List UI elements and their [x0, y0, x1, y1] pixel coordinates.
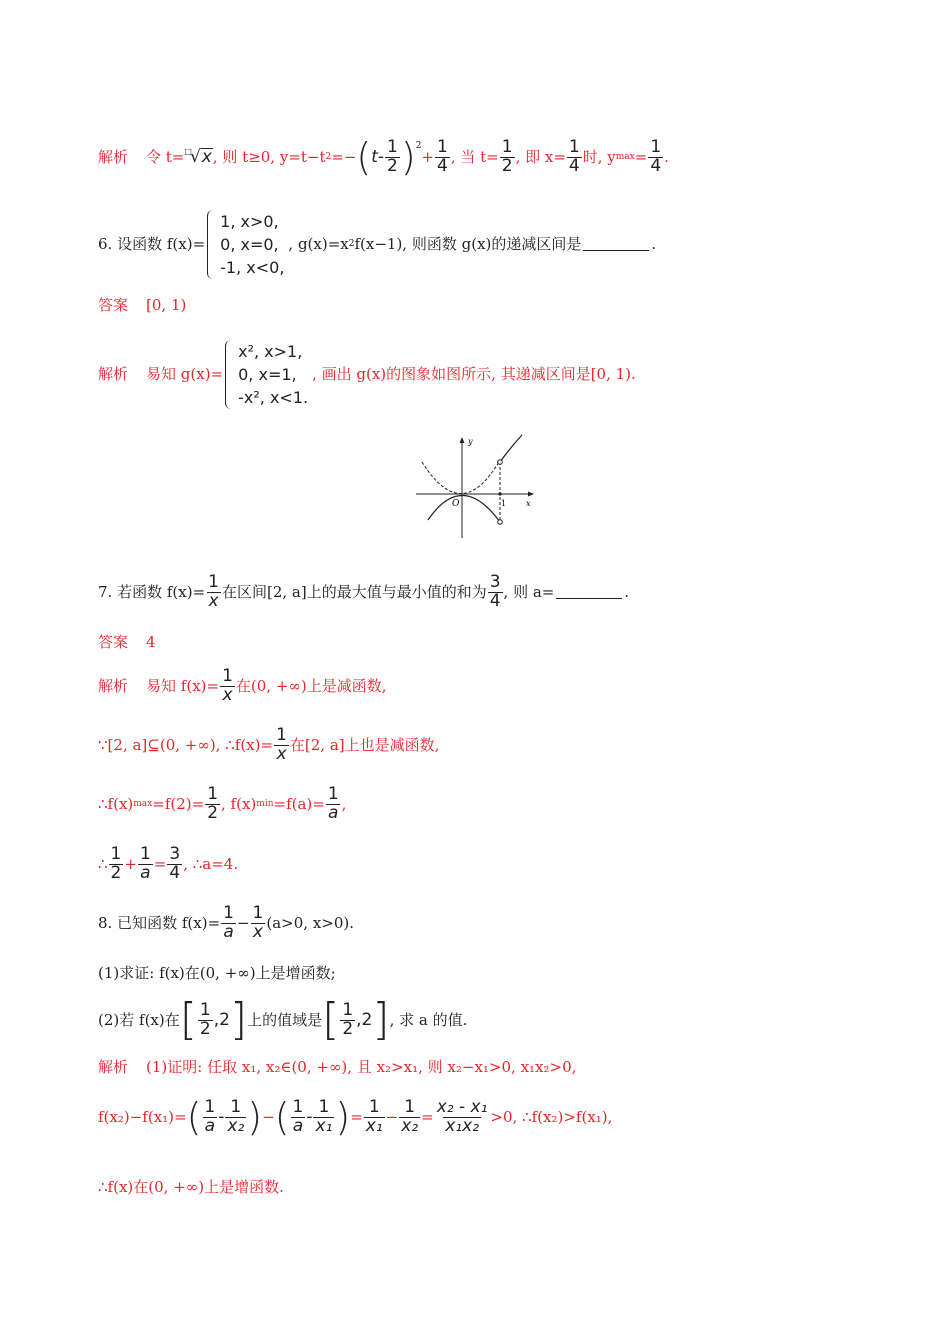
answer-blank [583, 238, 649, 251]
denominator: 4 [568, 155, 580, 176]
minus: − [262, 1107, 275, 1126]
text: =f(2)= [152, 794, 205, 813]
numerator: 1 [222, 666, 233, 686]
fraction [138, 846, 153, 883]
numerator: 1 [404, 1096, 416, 1117]
fraction [225, 1096, 246, 1136]
denominator: x₁x₂ [445, 1115, 479, 1136]
y-arrow-icon [460, 437, 465, 443]
open-point-icon [498, 520, 503, 525]
text: >0, ∴f(x₂)>f(x₁), [490, 1107, 613, 1126]
numerator: 1 [276, 725, 287, 745]
answer-6 [98, 298, 186, 313]
question-text: 7. 若函数 f(x)= [98, 582, 206, 601]
case-row: x², x>1, [238, 342, 303, 361]
fraction [340, 999, 355, 1039]
fraction [567, 136, 582, 176]
fraction [435, 136, 450, 176]
text: ∴ [98, 854, 108, 873]
right-paren: ) [400, 135, 416, 179]
fraction [206, 574, 221, 611]
minus: - [377, 146, 385, 167]
denominator: 4 [489, 590, 501, 611]
minus: − [236, 913, 250, 932]
right-paren: ) [335, 1095, 351, 1139]
open-point-icon [498, 460, 503, 465]
plus: + [124, 854, 137, 873]
minus: − [385, 1107, 399, 1126]
numerator: 1 [139, 844, 151, 864]
numerator: 1 [650, 136, 662, 157]
case-row: 1, x>0, [220, 212, 279, 231]
text: ∴f(x)在(0, +∞)上是增函数. [98, 1178, 284, 1196]
denominator: 2 [110, 862, 122, 883]
solution-7-line-1 [98, 668, 387, 705]
function-graph [412, 432, 538, 542]
piecewise [225, 340, 308, 409]
text: , 则 t≥0, y=t−t [212, 147, 326, 166]
text: =− [331, 147, 357, 166]
denominator: a [292, 1115, 304, 1136]
text: 在(0, +∞)上是减函数, [235, 676, 387, 695]
plus: + [421, 147, 434, 166]
fraction [198, 999, 213, 1039]
denominator: 4 [437, 155, 448, 176]
denominator: a [140, 862, 151, 883]
superscript: 2 [415, 141, 422, 151]
fraction [326, 786, 341, 823]
question-text: 上的值域是 [247, 1010, 323, 1029]
text: , ∴a=4. [183, 854, 239, 873]
root-index: □ [184, 147, 192, 156]
brace [225, 340, 234, 409]
x-arrow-icon [528, 492, 534, 497]
radicand: x [201, 147, 212, 167]
solution-8-line-1 [98, 1060, 576, 1075]
solution-label: 解析 [98, 1058, 129, 1076]
fraction [313, 1096, 334, 1136]
question-8 [98, 905, 354, 942]
denominator: 2 [207, 802, 219, 823]
numerator: 1 [207, 784, 219, 804]
fraction [205, 786, 220, 823]
text: ∴f(x) [98, 794, 134, 813]
numerator: 1 [387, 136, 398, 157]
text: 令 t= [146, 147, 185, 166]
brace [207, 210, 216, 279]
answer-blank [556, 586, 622, 599]
superscript: 2 [325, 151, 332, 162]
denominator: 2 [342, 1018, 354, 1039]
numerator: 1 [230, 1096, 242, 1117]
text: , 当 t= [450, 147, 499, 166]
text: , f(x) [221, 794, 257, 813]
case-row: 0, x=0, [220, 235, 279, 254]
left-paren: ( [274, 1095, 290, 1139]
text: 时, y [582, 147, 616, 166]
text: . [651, 235, 657, 253]
text: , [341, 794, 347, 813]
question-text: (a>0, x>0). [266, 913, 355, 932]
answer-value: 4 [146, 633, 156, 651]
case-row: -1, x<0, [220, 258, 285, 277]
left-bracket: [ [179, 994, 197, 1045]
answer-label: 答案 [98, 296, 129, 314]
fraction [399, 1096, 420, 1136]
numerator: 1 [292, 1096, 304, 1117]
answer-label: 答案 [98, 633, 129, 651]
case-row: 0, x=1, [238, 365, 297, 384]
superscript: 2 [348, 239, 355, 249]
closed-point-icon [498, 492, 501, 495]
numerator: x₂ - x₁ [436, 1096, 488, 1117]
question-7 [98, 574, 629, 611]
denominator: 2 [501, 155, 513, 176]
equals: = [153, 854, 167, 873]
text: , 画出 g(x)的图象如图所示, 其递减区间是[0, 1). [312, 365, 636, 383]
numerator: 1 [204, 1096, 216, 1117]
equals: = [350, 1107, 363, 1126]
minus: - [218, 1106, 225, 1127]
dashed-curve [422, 460, 500, 494]
fraction [364, 1096, 385, 1136]
answer-value: [0, 1) [146, 296, 187, 314]
text: (1)证明: 任取 x₁, x₂∈(0, +∞), 且 x₂>x₁, 则 x₂−x₁>0, x₁x₂>0, [146, 1058, 577, 1076]
subscript: min [256, 798, 274, 809]
cube-root: □ √ x [184, 147, 212, 167]
numerator: 1 [437, 136, 448, 157]
numerator: 3 [169, 844, 181, 864]
numerator: 3 [489, 572, 501, 592]
right-bracket: ] [229, 994, 248, 1045]
fraction [291, 1096, 306, 1136]
denominator: x₂ [227, 1115, 245, 1136]
fraction [202, 1096, 217, 1136]
numerator: 1 [208, 572, 219, 592]
denominator: x [222, 684, 233, 705]
tick-label: 1 [501, 499, 507, 508]
subscript: max [615, 151, 635, 162]
subscript: max [133, 798, 153, 809]
solution-7-line-4 [98, 846, 238, 883]
text: . [624, 582, 630, 601]
right-bracket: ] [372, 994, 390, 1045]
question-8-part-2 [98, 994, 468, 1045]
denominator: 4 [169, 862, 181, 883]
solution-6 [98, 340, 636, 409]
fraction [488, 574, 503, 611]
question-text: , 则 a= [503, 582, 555, 601]
text: f(x₂)−f(x₁)= [98, 1107, 187, 1126]
solution-7-line-2 [98, 727, 439, 764]
denominator: x₂ [401, 1115, 419, 1136]
numerator: 1 [342, 999, 354, 1020]
text: ,2 [356, 1009, 373, 1030]
y-label: y [468, 437, 473, 446]
numerator: 1 [252, 903, 264, 923]
solution-5 [98, 135, 669, 179]
numerator: 1 [199, 999, 211, 1020]
text: 易知 g(x)= [146, 365, 224, 383]
fraction [167, 846, 182, 883]
x-label: x [526, 499, 531, 508]
numerator: 1 [110, 844, 122, 864]
text: 在[2, a]上也是减函数, [289, 735, 440, 754]
fraction [220, 668, 235, 705]
numerator: 1 [327, 784, 339, 804]
solution-label: 解析 [98, 676, 129, 695]
text: . [664, 147, 669, 166]
fraction [109, 846, 124, 883]
equals: = [421, 1107, 434, 1126]
curve-left [428, 495, 500, 522]
fraction [435, 1096, 490, 1136]
solution-label: 解析 [98, 365, 129, 383]
question-text: 6. 设函数 f(x)= [98, 235, 206, 253]
fraction [221, 905, 236, 942]
denominator: 2 [387, 155, 398, 176]
denominator: a [204, 1115, 216, 1136]
denominator: x₁ [315, 1115, 333, 1136]
var-t: t [371, 146, 378, 167]
denominator: x [276, 743, 287, 764]
question-text: , g(x)=x [288, 235, 349, 253]
question-text: f(x−1), 则函数 g(x)的递减区间是 [354, 235, 582, 253]
denominator: 2 [199, 1018, 211, 1039]
denominator: a [328, 802, 339, 823]
text: 易知 f(x)= [146, 676, 220, 695]
question-8-part-1 [98, 966, 336, 981]
piecewise [207, 210, 284, 279]
left-bracket: [ [322, 994, 340, 1045]
fraction [500, 136, 515, 176]
fraction [251, 905, 266, 942]
denominator: x₁ [365, 1115, 383, 1136]
numerator: 1 [223, 903, 234, 923]
case-row: -x², x<1. [238, 388, 309, 407]
question-text: , 求 a 的值. [389, 1010, 468, 1029]
question-text: 在区间[2, a]上的最大值与最小值的和为 [221, 582, 487, 601]
numerator: 1 [318, 1096, 330, 1117]
fraction [274, 727, 289, 764]
text: ,2 [213, 1009, 230, 1030]
question-text: (2)若 f(x)在 [98, 1010, 180, 1029]
denominator: a [223, 921, 234, 942]
text: ∵[2, a]⊆(0, +∞), ∴f(x)= [98, 735, 274, 754]
left-paren: ( [186, 1095, 202, 1139]
fraction [385, 136, 400, 176]
denominator: x [208, 590, 219, 611]
right-paren: ) [247, 1095, 263, 1139]
solution-8-line-2 [98, 1095, 613, 1139]
question-text: 8. 已知函数 f(x)= [98, 913, 221, 932]
left-paren: ( [356, 135, 372, 179]
denominator: x [252, 921, 263, 942]
numerator: 1 [501, 136, 513, 157]
numerator: 1 [568, 136, 580, 157]
question-text: (1)求证: f(x)在(0, +∞)上是增函数; [98, 964, 336, 982]
solution-7-line-3 [98, 786, 346, 823]
text: =f(a)= [273, 794, 325, 813]
fraction [648, 136, 663, 176]
solution-8-line-3 [98, 1180, 284, 1195]
text: , 即 x= [515, 147, 566, 166]
origin-label: O [452, 499, 460, 509]
text: = [634, 147, 648, 166]
numerator: 1 [368, 1096, 380, 1117]
denominator: 4 [650, 155, 662, 176]
minus: - [306, 1106, 313, 1127]
solution-label: 解析 [98, 147, 129, 166]
curve-right [500, 435, 522, 462]
question-6 [98, 210, 656, 279]
answer-7 [98, 635, 156, 650]
